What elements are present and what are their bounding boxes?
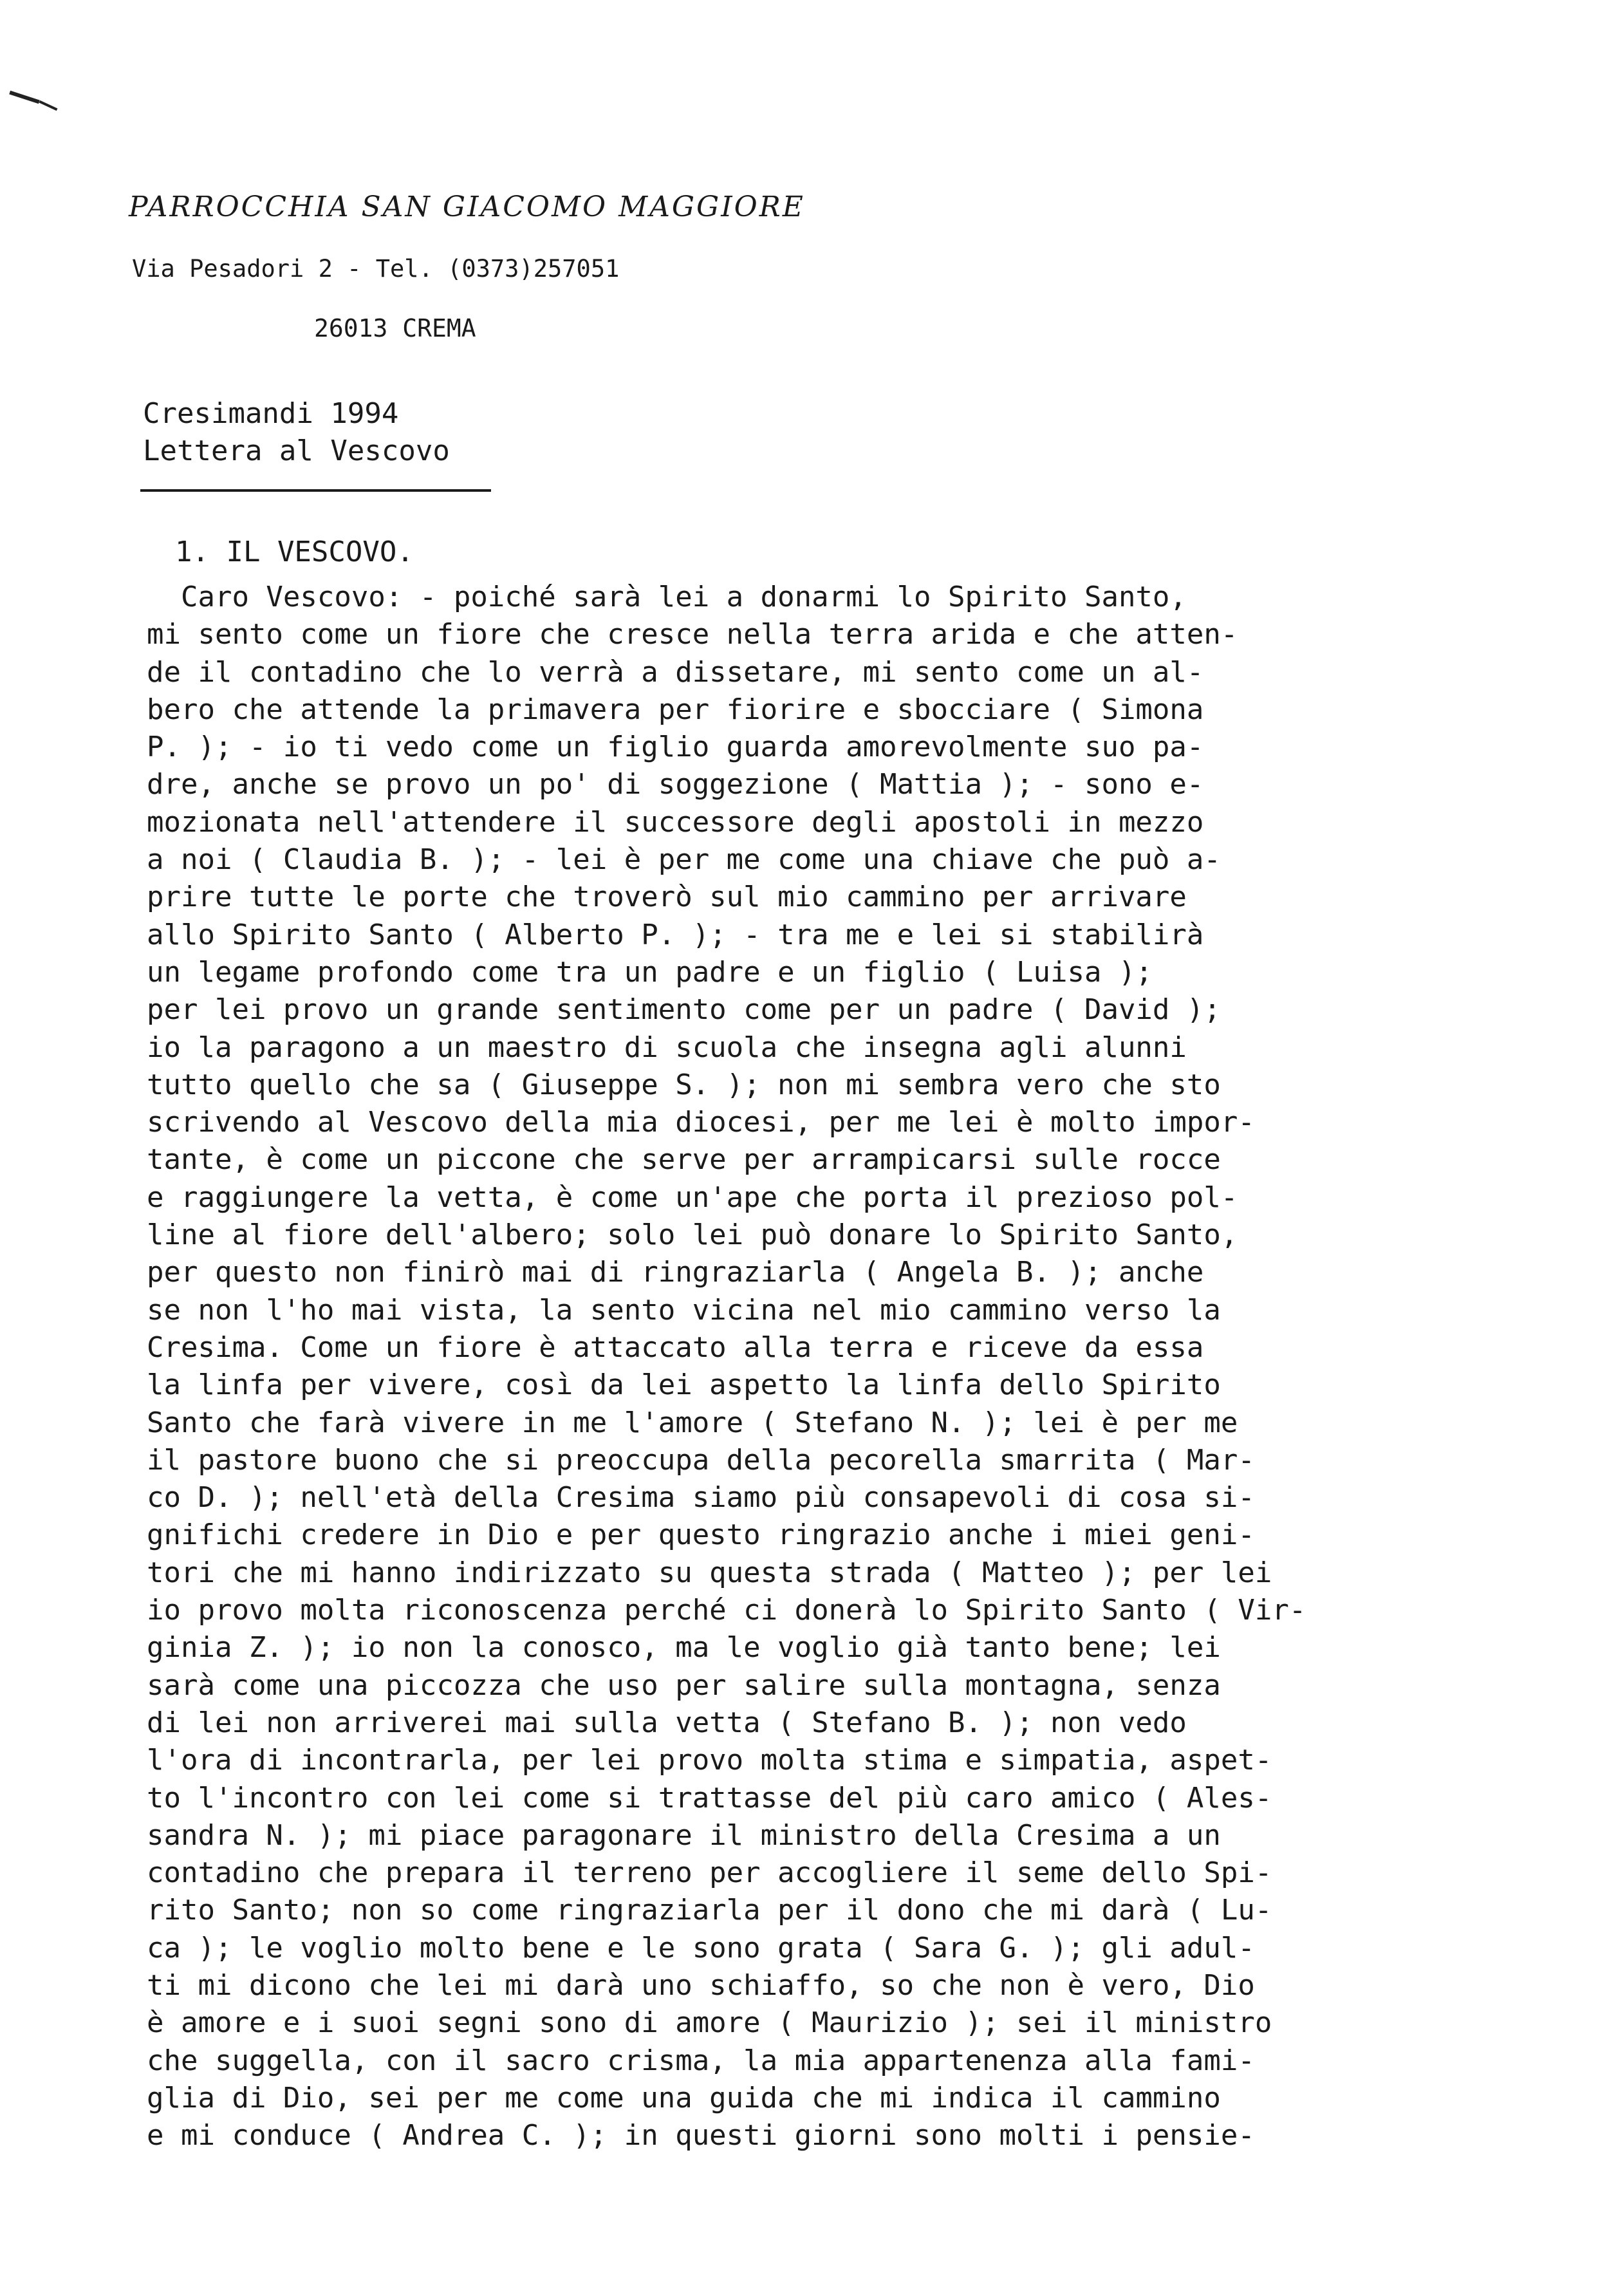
body-line: sarà come una piccozza che uso per salire sulla montagna, senza (147, 1668, 1221, 1702)
body-line: mi sento come un fiore che cresce nella terra arida e che atten- (147, 618, 1238, 651)
body-line: glia di Dio, sei per me come una guida che mi indica il cammino (147, 2081, 1221, 2114)
body-line: prire tutte le porte che troverò sul mio cammino per arrivare (147, 881, 1187, 914)
body-line: a noi ( Claudia B. ); - lei è per me come una chiave che può a- (147, 843, 1221, 877)
body-line: line al fiore dell'albero; solo lei può donare lo Spirito Santo, (147, 1218, 1238, 1252)
parish-name: PARROCCHIA SAN GIACOMO MAGGIORE (129, 191, 805, 223)
letter-body (147, 579, 1306, 2154)
body-line: sandra N. ); mi piace paragonare il ministro della Cresima a un (147, 1818, 1221, 1852)
body-line: Caro Vescovo: - poiché sarà lei a donarmi lo Spirito Santo, (147, 581, 1187, 613)
body-line: bero che attende la primavera per fiorire e sbocciare ( Simona (147, 693, 1204, 726)
body-line: di lei non arriverei mai sulla vetta ( Stefano B. ); non vedo (147, 1706, 1187, 1739)
body-line: un legame profondo come tra un padre e un figlio ( Luisa ); (147, 955, 1153, 989)
subject-underline (140, 489, 491, 492)
body-line: contadino che prepara il terreno per accogliere il seme dello Spi- (147, 1856, 1272, 1890)
body-line: che suggella, con il sacro crisma, la mia appartenenza alla fami- (147, 2044, 1255, 2077)
body-line: rito Santo; non so come ringraziarla per il dono che mi darà ( Lu- (147, 1894, 1272, 1927)
body-line: se non l'ho mai vista, la sento vicina nel mio cammino verso la (147, 1293, 1221, 1327)
parish-address: Via Pesadori 2 - Tel. (0373)257051 (132, 255, 620, 283)
subject-line: Lettera al Vescovo (143, 434, 450, 467)
body-line: e raggiungere la vetta, è come un'ape che porta il prezioso pol- (147, 1181, 1238, 1214)
parish-city: 26013 CREMA (314, 314, 476, 342)
body-line: ti mi dicono che lei mi darà uno schiaffo, so che non è vero, Dio (147, 1968, 1255, 2002)
subject-line: Cresimandi 1994 (143, 397, 399, 430)
body-line: è amore e i suoi segni sono di amore ( Maurizio ); sei il ministro (147, 2006, 1272, 2040)
body-line: tante, è come un piccone che serve per arrampicarsi sulle rocce (147, 1143, 1221, 1177)
body-line: io la paragono a un maestro di scuola che insegna agli alunni (147, 1031, 1187, 1064)
section-heading: 1. IL VESCOVO. (175, 536, 414, 568)
body-line: P. ); - io ti vedo come un figlio guarda amorevolmente suo pa- (147, 731, 1204, 764)
body-line: mozionata nell'attendere il successore degli apostoli in mezzo (147, 805, 1204, 839)
body-line: ginia Z. ); io non la conosco, ma le voglio già tanto bene; lei (147, 1631, 1221, 1665)
body-line: gnifichi credere in Dio e per questo ringrazio anche i miei geni- (147, 1518, 1255, 1552)
body-line: Cresima. Come un fiore è attaccato alla terra e riceve da essa (147, 1330, 1204, 1364)
body-line: co D. ); nell'età della Cresima siamo più consapevoli di cosa si- (147, 1481, 1255, 1515)
scan-mark (9, 91, 40, 104)
body-line: allo Spirito Santo ( Alberto P. ); - tra me e lei si stabilirà (147, 918, 1204, 951)
letter-subject (143, 395, 450, 470)
body-line: Santo che farà vivere in me l'amore ( Stefano N. ); lei è per me (147, 1406, 1238, 1439)
body-line: il pastore buono che si preoccupa della pecorella smarrita ( Mar- (147, 1443, 1255, 1477)
body-line: dre, anche se provo un po' di soggezione ( Mattia ); - sono e- (147, 768, 1204, 801)
body-line: tori che mi hanno indirizzato su questa strada ( Matteo ); per lei (147, 1556, 1272, 1589)
body-line: tutto quello che sa ( Giuseppe S. ); non mi sembra vero che sto (147, 1068, 1221, 1101)
body-line: to l'incontro con lei come si trattasse del più caro amico ( Ales- (147, 1781, 1272, 1815)
body-line: l'ora di incontrarla, per lei provo molta stima e simpatia, aspet- (147, 1744, 1272, 1777)
body-line: ca ); le voglio molto bene e le sono grata ( Sara G. ); gli adul- (147, 1931, 1255, 1965)
body-line: de il contadino che lo verrà a dissetare, mi sento come un al- (147, 655, 1204, 689)
body-line: scrivendo al Vescovo della mia diocesi, per me lei è molto impor- (147, 1106, 1255, 1139)
body-line: e mi conduce ( Andrea C. ); in questi giorni sono molti i pensie- (147, 2119, 1255, 2152)
body-line: io provo molta riconoscenza perché ci donerà lo Spirito Santo ( Vir- (147, 1594, 1306, 1627)
body-line: la linfa per vivere, così da lei aspetto la linfa dello Spirito (147, 1368, 1221, 1402)
body-line: per questo non finirò mai di ringraziarla ( Angela B. ); anche (147, 1256, 1204, 1289)
body-line: per lei provo un grande sentimento come per un padre ( David ); (147, 993, 1221, 1027)
scan-mark (39, 100, 58, 111)
